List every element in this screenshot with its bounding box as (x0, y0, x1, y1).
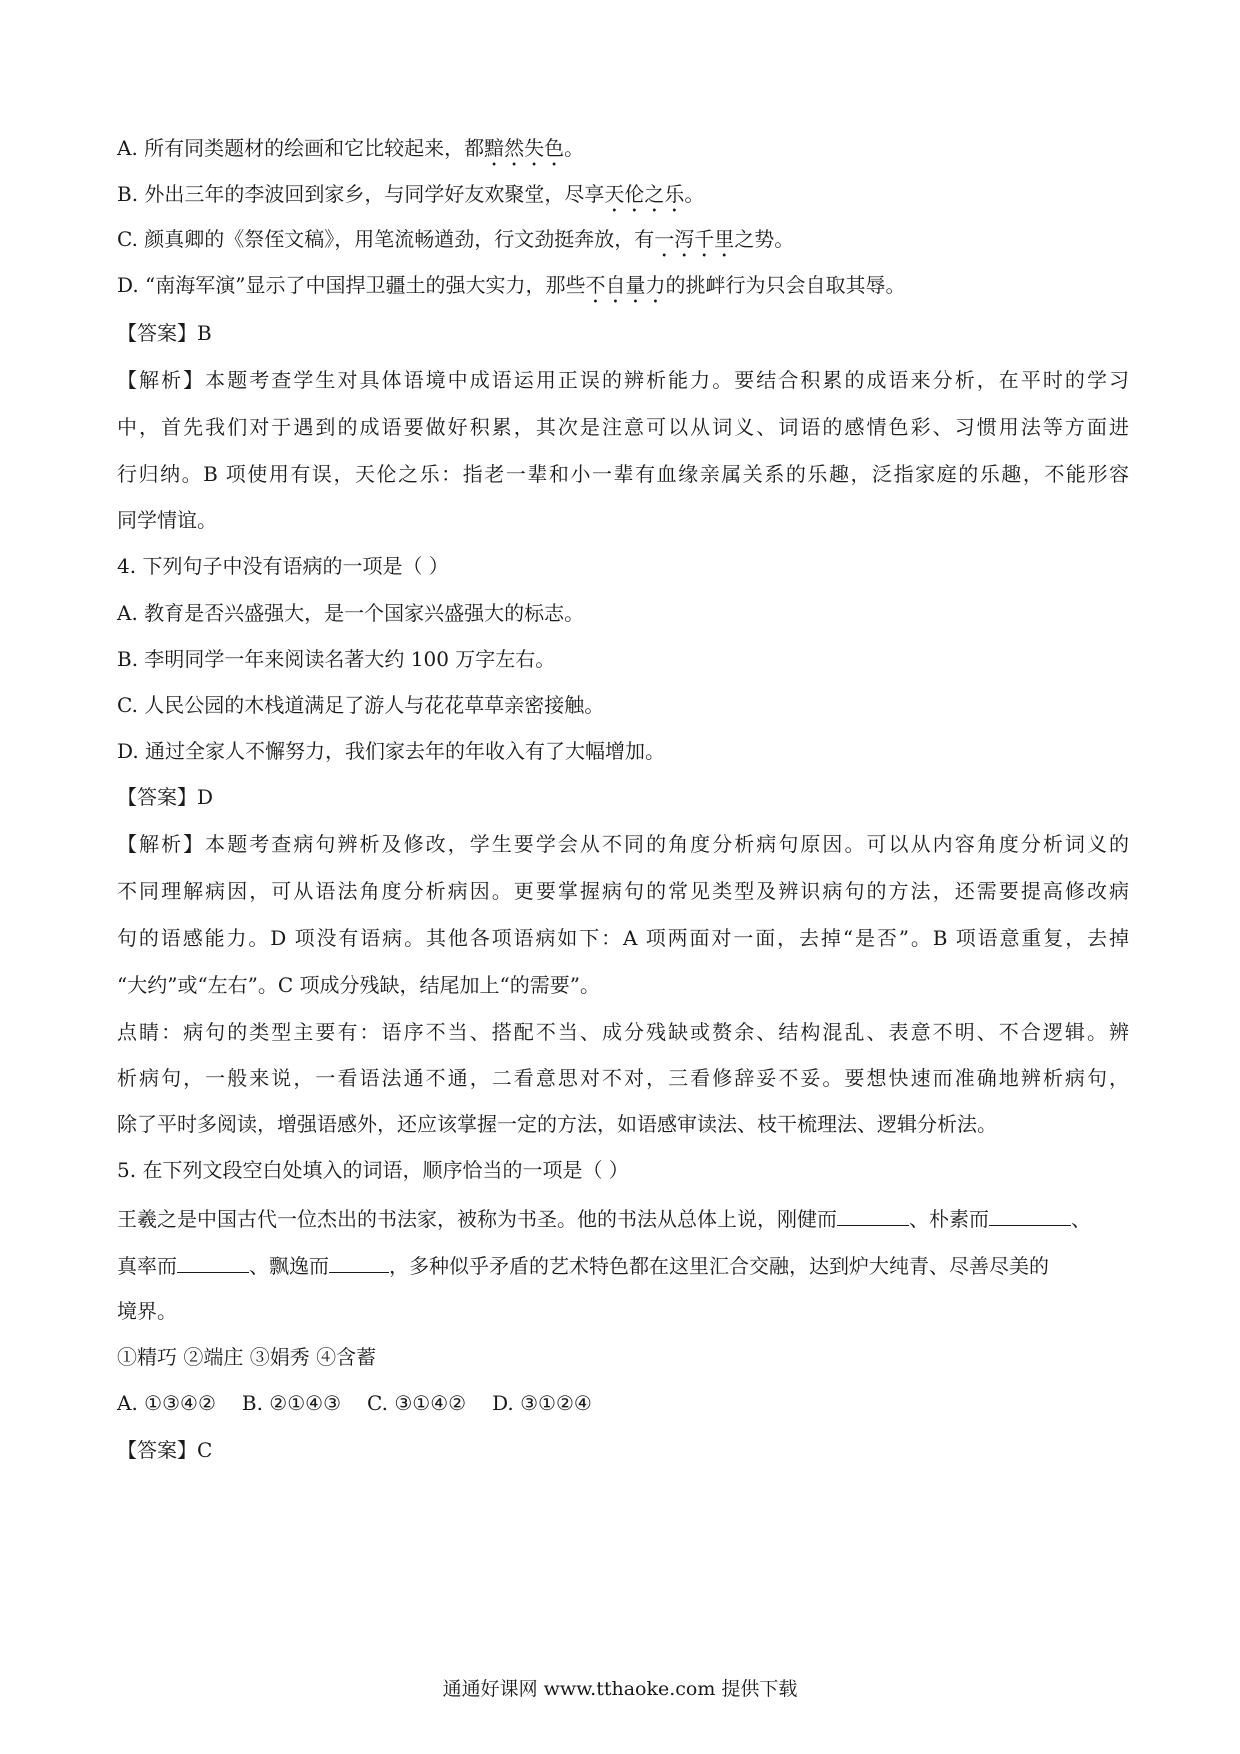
q3-option-b-idiom: 天伦之乐 (604, 182, 685, 206)
q4-analysis-line-4: “大约”或“左右”。C 项成分残缺，结尾加上“的需要”。 (117, 973, 601, 997)
q5-passage-text: 王羲之是中国古代一位杰出的书法家，被称为书圣。他的书法从总体上说，刚健而 (117, 1207, 837, 1231)
q5-passage-line-3: 境界。 (117, 1299, 177, 1323)
q3-option-a (117, 134, 584, 171)
q3-option-b (117, 180, 704, 217)
q5-passage-text: 、飘逸而 (249, 1254, 329, 1278)
q3-option-b-text: B. 外出三年的李波回到家乡，与同学好友欢聚堂，尽享 (117, 182, 605, 206)
q4-option-c: C. 人民公园的木栈道满足了游人与花花草草亲密接触。 (117, 693, 605, 717)
q3-option-c (117, 225, 794, 262)
blank-4 (329, 1250, 389, 1273)
q3-option-a-text: A. 所有同类题材的绘画和它比较起来，都 (117, 136, 485, 160)
q3-analysis-line-3: 行归纳。B 项使用有误，天伦之乐：指老一辈和小一辈有血缘亲属关系的乐趣，泛指家庭的乐趣，不能形容 (117, 462, 1129, 486)
q4-tips-line-1: 点睛：病句的类型主要有：语序不当、搭配不当、成分残缺或赘余、结构混乱、表意不明、不合逻辑。辨 (117, 1020, 1129, 1044)
q3-option-c-text: C. 颜真卿的《祭侄文稿》，用笔流畅遒劲，行文劲挺奔放，有 (117, 227, 655, 251)
q4-tips-line-2: 析病句，一般来说，一看语法通不通，二看意思对不对，三看修辞妥不妥。要想快速而准确地辨析病句， (117, 1066, 1129, 1090)
q5-passage-line-1 (117, 1203, 1091, 1233)
q3-option-b-suffix: 。 (684, 182, 705, 206)
q3-option-a-idiom: 黯然失色 (484, 136, 565, 160)
q3-option-d-idiom: 不自量力 (585, 273, 666, 297)
q3-answer: 【答案】B (117, 321, 212, 345)
q5-option-d: D. ③①②④ (492, 1391, 592, 1415)
q3-option-d-suffix: 的挑衅行为只会自取其辱。 (665, 273, 906, 297)
blank-3 (177, 1250, 249, 1273)
q5-word-choices: ①精巧 ②端庄 ③娟秀 ④含蓄 (117, 1345, 377, 1369)
q5-option-a: A. ①③④② (117, 1391, 216, 1415)
q3-option-c-suffix: 之势。 (734, 227, 795, 251)
q4-analysis-line-1: 【解析】本题考查病句辨析及修改，学生要学会从不同的角度分析病句原因。可以从内容角度分析词义的 (117, 832, 1129, 856)
q5-passage-text: 、 (1071, 1207, 1091, 1231)
q4-answer: 【答案】D (117, 785, 214, 809)
q5-options (117, 1389, 592, 1417)
q5-option-c: C. ③①④② (367, 1391, 467, 1415)
q4-question: 4. 下列句子中没有语病的一项是（ ） (117, 554, 449, 578)
q5-passage-text: 、朴素而 (909, 1207, 989, 1231)
q4-option-a: A. 教育是否兴盛强大，是一个国家兴盛强大的标志。 (117, 601, 585, 625)
q5-passage-line-2 (117, 1250, 1049, 1280)
q3-analysis-line-1: 【解析】本题考查学生对具体语境中成语运用正误的辨析能力。要结合积累的成语来分析，在平时的学习 (117, 368, 1129, 392)
q5-answer: 【答案】C (117, 1438, 213, 1462)
q3-option-d-text: D. “南海军演”显示了中国捍卫疆土的强大实力，那些 (117, 273, 586, 297)
page-footer: 通通好课网 www.tthaoke.com 提供下载 (442, 1678, 798, 1700)
q5-passage-text: ，多种似乎矛盾的艺术特色都在这里汇合交融，达到炉大纯青、尽善尽美的 (389, 1254, 1049, 1278)
q4-analysis-line-2: 不同理解病因，可从语法角度分析病因。更要掌握病句的常见类型及辨识病句的方法，还需要提高修改病 (117, 879, 1129, 903)
q4-option-d: D. 通过全家人不懈努力，我们家去年的年收入有了大幅增加。 (117, 739, 666, 763)
q4-option-b: B. 李明同学一年来阅读名著大约 100 万字左右。 (117, 647, 556, 671)
q5-option-b: B. ②①④③ (241, 1391, 342, 1415)
q5-question: 5. 在下列文段空白处填入的词语，顺序恰当的一项是（ ） (117, 1158, 629, 1182)
blank-1 (837, 1203, 909, 1226)
q5-passage-text: 真率而 (117, 1254, 177, 1278)
blank-2 (989, 1203, 1071, 1226)
q3-analysis-line-2: 中，首先我们对于遇到的成语要做好积累，其次是注意可以从词义、词语的感情色彩、习惯用法等方面进 (117, 415, 1129, 439)
q3-option-d (117, 271, 906, 308)
q4-analysis-line-3: 句的语感能力。D 项没有语病。其他各项语病如下：A 项两面对一面，去掉“是否”。B 项语意重复，去掉 (117, 926, 1129, 950)
q3-option-a-suffix: 。 (564, 136, 585, 160)
q4-tips-line-3: 除了平时多阅读，增强语感外，还应该掌握一定的方法，如语感审读法、枝干梳理法、逻辑分析法。 (117, 1112, 997, 1136)
q3-option-c-idiom: 一泻千里 (654, 227, 735, 251)
q3-analysis-line-4: 同学情谊。 (117, 508, 217, 532)
